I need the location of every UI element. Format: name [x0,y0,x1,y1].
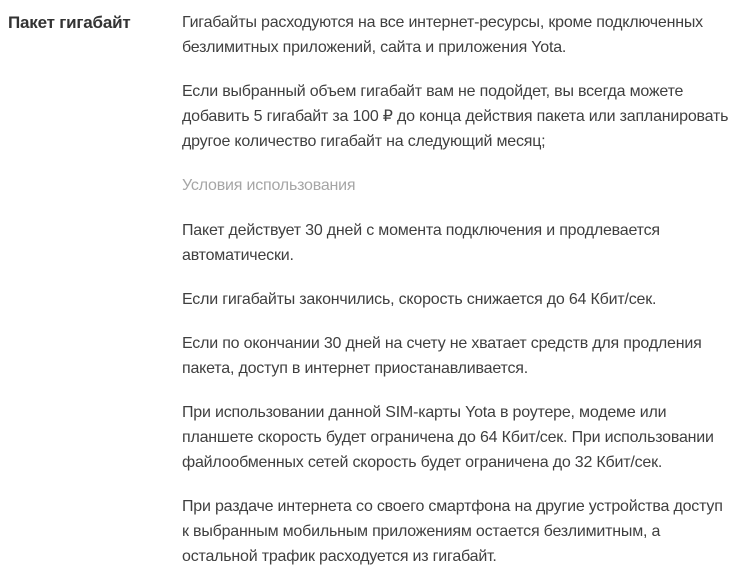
term-paragraph: При использовании данной SIM-карты Yota в роутере, модеме или планшете скорость будет ограничена до 64 Кбит/сек. При использовании файлообменных сетей скорость будет ограничена до 32 Кбит/сек. [182,404,714,471]
term-paragraph: При раздаче интернета со своего смартфона на другие устройства доступ к выбранным мобильным приложениям остается безлимитным, а остальной трафик расходуется из гигабайт. [182,498,723,565]
row-label-column [0,10,182,35]
package-gigabytes-label: Пакет гигабайт [8,13,131,32]
intro-paragraph: Если выбранный объем гигабайт вам не подойдет, вы всегда можете добавить 5 гигабайт за 100 ₽ до конца действия пакета или запланировать другое количество гигабайт на следующий месяц; [182,83,729,150]
term-paragraph: Если по окончании 30 дней на счету не хватает средств для продления пакета, доступ в интернет приостанавливается. [182,335,702,377]
term-paragraph: Пакет действует 30 дней с момента подключения и продлевается автоматически. [182,222,660,264]
term-paragraph: Если гигабайты закончились, скорость снижается до 64 Кбит/сек. [182,291,657,308]
row-content-column [182,10,738,569]
intro-paragraph: Гигабайты расходуются на все интернет-ресурсы, кроме подключенных безлимитных приложений, сайта и приложения Yota. [182,14,703,56]
usage-terms-subheading: Условия использования [182,177,356,194]
